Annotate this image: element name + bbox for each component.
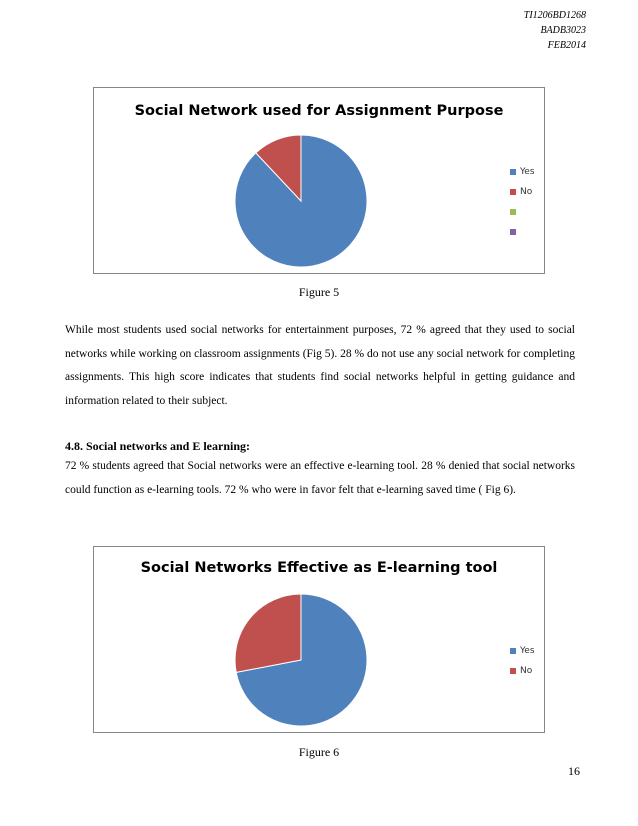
figure6-chart-title: Social Networks Effective as E-learning tool: [140, 560, 498, 576]
legend-entry: [510, 162, 535, 182]
document-header: [524, 8, 586, 53]
legend-label: Yes: [520, 167, 535, 177]
paragraph-e-learning: 72 % students agreed that Social networks were an effective e-learning tool. 28 % denied that social networks could function as e-learning tools. 72 % who were in favor felt that e-learning saved time ( Fig 6).: [65, 460, 575, 496]
legend-label: No: [520, 666, 533, 676]
paragraph-fig5-discussion: While most students used social networks for entertainment purposes, 72 % agreed that they used to social networks while working on classroom assignments (Fig 5). 28 % do not use any social network for completing assignments. This high score indicates that students find social networks helpful in getting guidance and information related to their subject.: [65, 324, 575, 407]
legend-swatch: [510, 668, 516, 674]
legend-label: No: [520, 187, 533, 197]
header-line-1: TI1206BD1268: [523, 10, 586, 21]
header-line-2: BADB3023: [540, 25, 586, 36]
figure6-caption: Figure 6: [298, 745, 340, 759]
legend-label: Yes: [520, 646, 535, 656]
figure6-pie: [234, 593, 368, 727]
figure5-chart-title: Social Network used for Assignment Purpose: [134, 103, 504, 119]
legend-entry: [510, 641, 535, 661]
figure6-legend: [510, 641, 535, 681]
legend-swatch: [510, 209, 516, 215]
figure6-chart: [93, 546, 545, 733]
page-number: 16: [568, 764, 580, 778]
header-line-3: FEB2014: [547, 40, 586, 51]
figure5-chart: [93, 87, 545, 274]
legend-swatch: [510, 189, 516, 195]
figure5-caption: Figure 5: [298, 285, 340, 299]
legend-entry: [510, 182, 535, 202]
legend-swatch: [510, 229, 516, 235]
legend-entry: [510, 222, 535, 242]
figure5-pie: [234, 134, 368, 268]
legend-entry: [510, 202, 535, 222]
figure5-legend: [510, 162, 535, 242]
legend-swatch: [510, 169, 516, 175]
legend-entry: [510, 661, 535, 681]
pie-slice-no: [235, 594, 301, 672]
section-heading: 4.8. Social networks and E learning:: [65, 439, 251, 453]
legend-swatch: [510, 648, 516, 654]
